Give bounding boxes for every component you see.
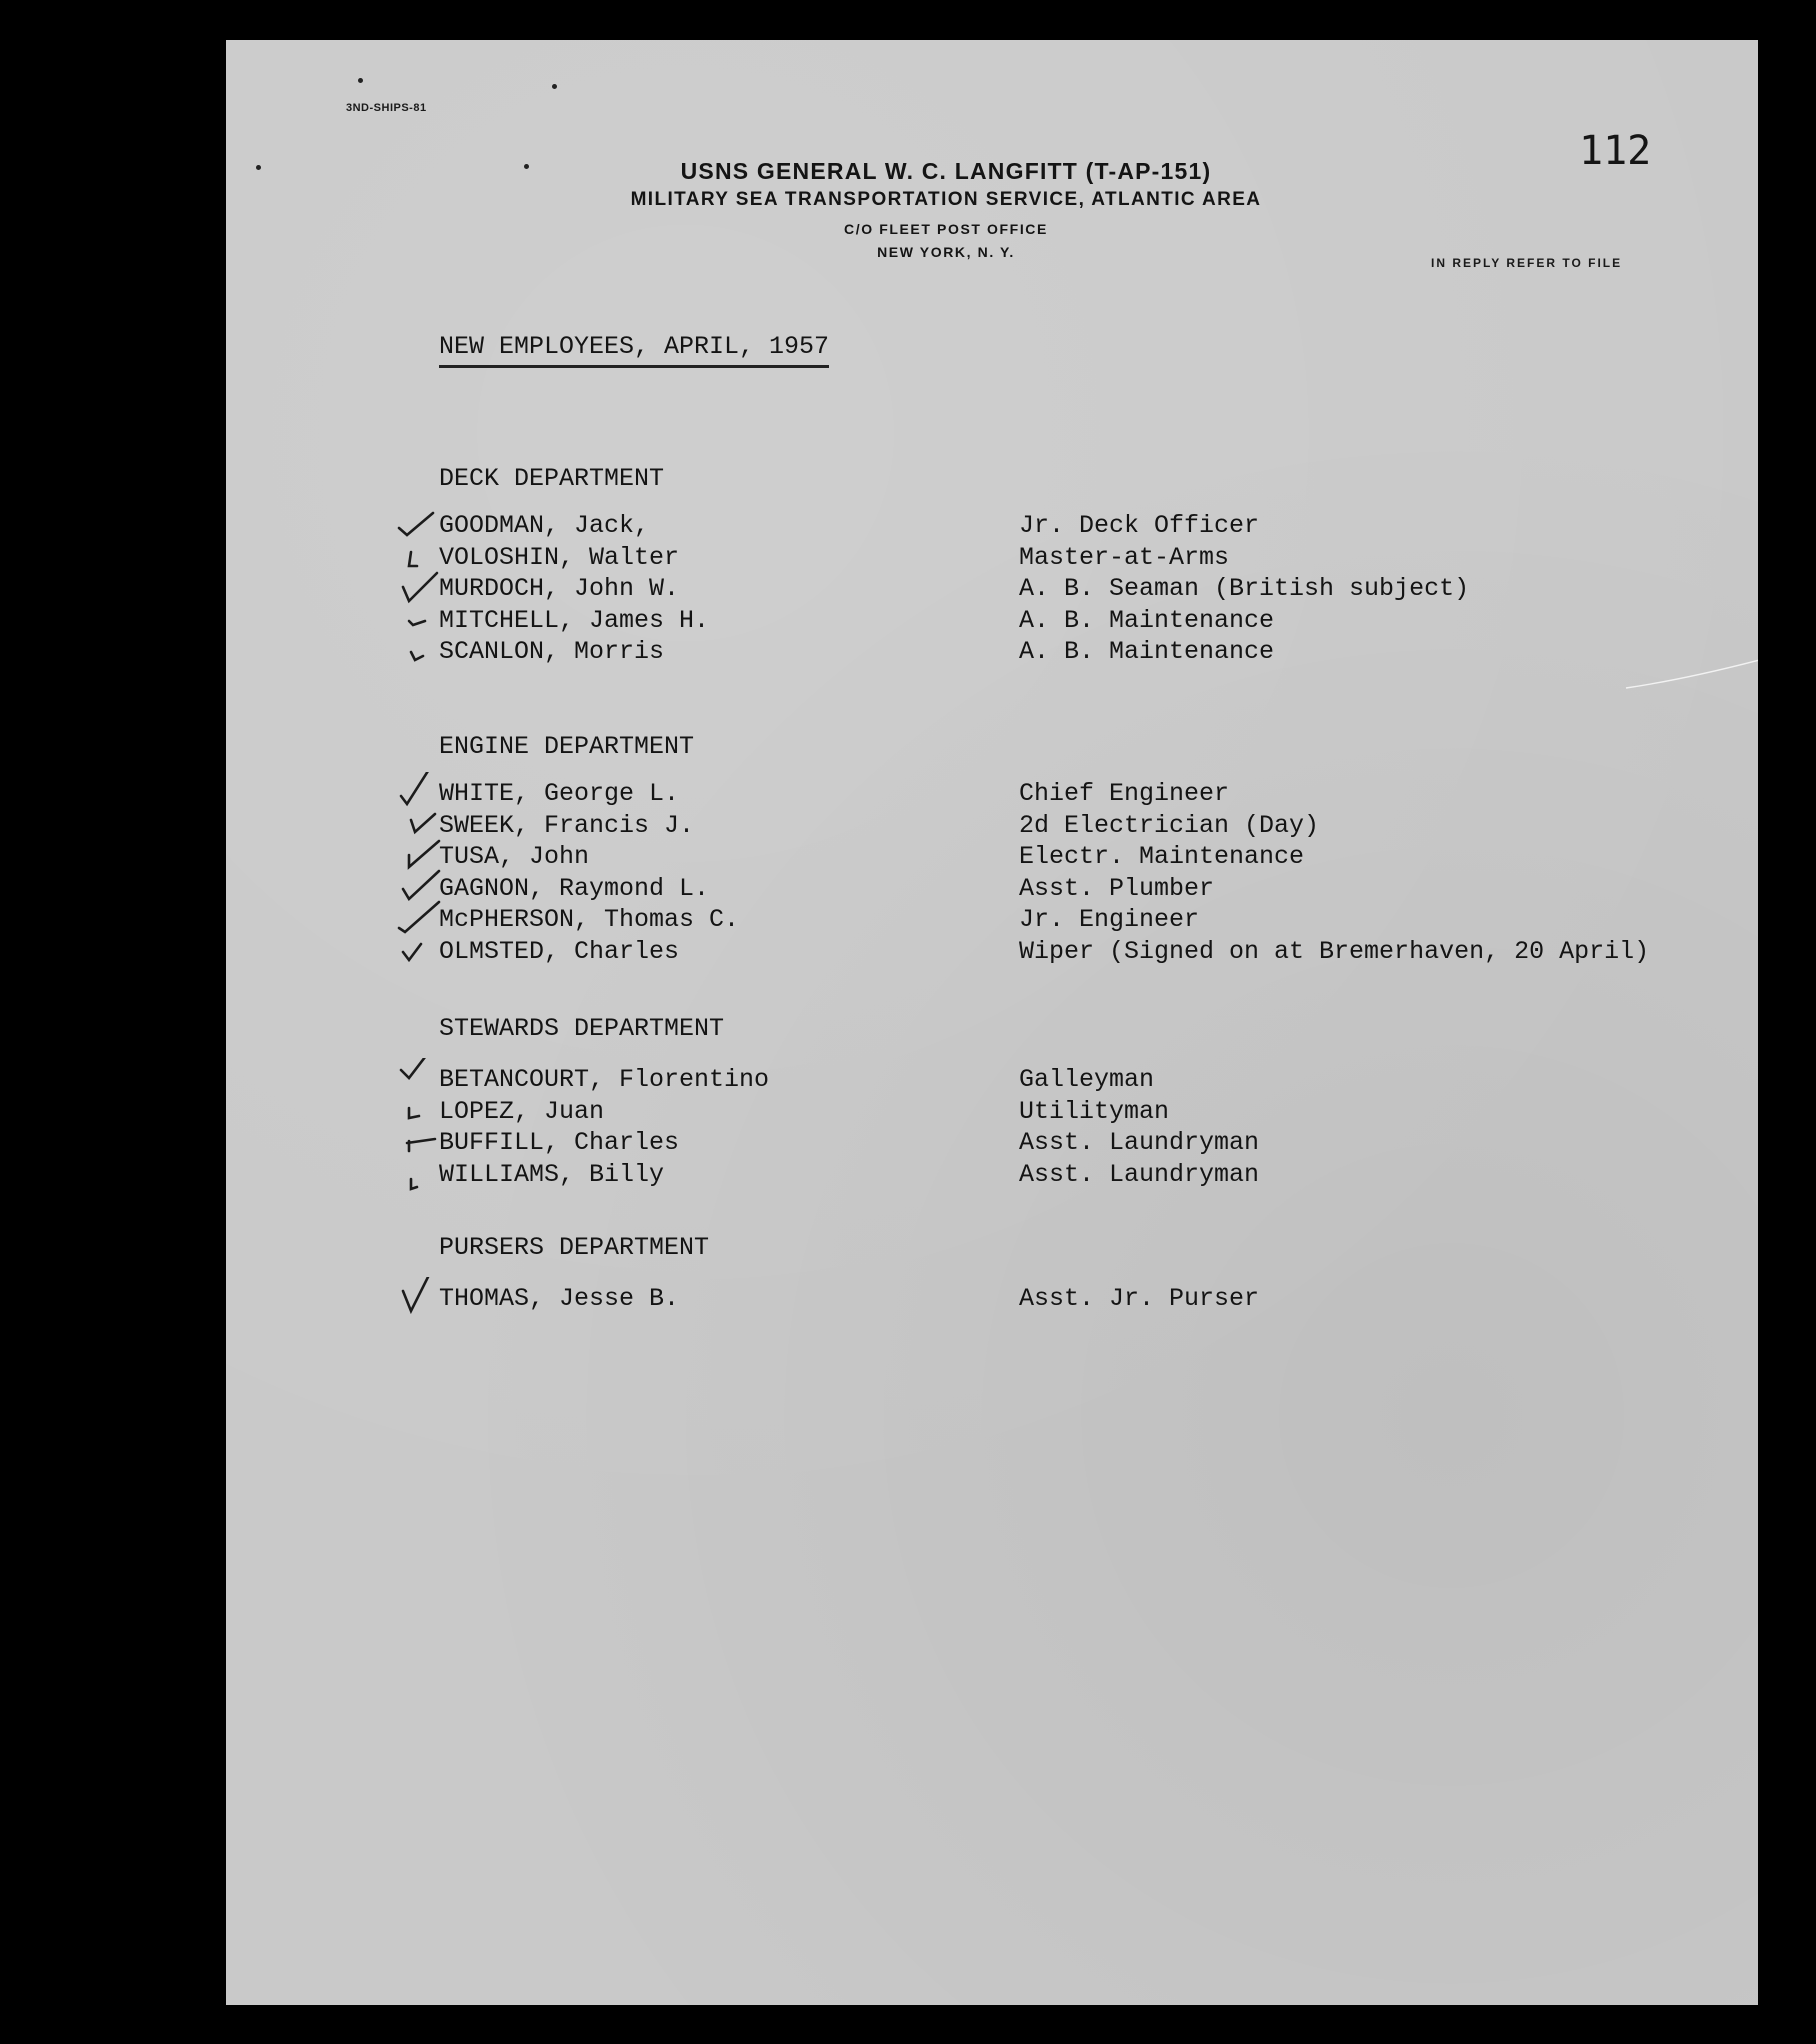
- employee-name: WILLIAMS, Billy: [439, 1159, 665, 1189]
- employee-row: [439, 1283, 1260, 1315]
- employee-position: Asst. Plumber: [1019, 873, 1215, 903]
- page-number: 112: [1579, 128, 1652, 174]
- employee-list: [439, 1064, 1260, 1190]
- employee-row: [439, 1127, 1260, 1159]
- employee-name: SCANLON, Morris: [439, 637, 665, 666]
- employee-name: LOPEZ, Juan: [439, 1096, 605, 1126]
- employee-name: MURDOCH, John W.: [439, 574, 680, 603]
- employee-position: Utilityman: [1019, 1096, 1170, 1126]
- department-heading: DECK DEPARTMENT: [439, 464, 665, 493]
- employee-row: [439, 1064, 1155, 1096]
- employee-position: Galleyman: [1019, 1065, 1155, 1094]
- checkmark-icon: [395, 1277, 443, 1317]
- department-heading: ENGINE DEPARTMENT: [439, 732, 695, 761]
- checkmark-icon: [395, 630, 443, 670]
- employee-name: TUSA, John: [439, 842, 590, 871]
- city: NEW YORK, N. Y.: [877, 244, 1015, 260]
- employee-position: Jr. Engineer: [1019, 905, 1200, 934]
- employee-row: [439, 873, 1215, 905]
- employee-row: [439, 605, 1275, 637]
- employee-name: VOLOSHIN, Walter: [439, 542, 680, 572]
- employee-position: A. B. Maintenance: [1019, 637, 1275, 666]
- employee-row: [439, 1096, 1170, 1128]
- employee-row: [439, 542, 1230, 574]
- employee-position: Asst. Jr. Purser: [1019, 1284, 1260, 1313]
- employee-name: BUFFILL, Charles: [439, 1128, 680, 1157]
- employee-list: [439, 510, 1470, 668]
- department-stewards: [439, 1012, 1260, 1190]
- employee-name: SWEEK, Francis J.: [439, 810, 695, 840]
- department-deck: [439, 462, 1470, 668]
- scratch-mark: [1624, 652, 1758, 692]
- post-office: C/O FLEET POST OFFICE: [844, 221, 1048, 237]
- speck-mark: [256, 165, 261, 170]
- employee-row: [439, 936, 1650, 968]
- service-name: MILITARY SEA TRANSPORTATION SERVICE, ATLANTIC AREA: [630, 189, 1262, 210]
- document-title: NEW EMPLOYEES, APRIL, 1957: [439, 332, 829, 368]
- letterhead: [616, 158, 1276, 260]
- department-pursers: [439, 1231, 1260, 1315]
- speck-mark: [552, 84, 557, 89]
- employee-position: 2d Electrician (Day): [1019, 810, 1320, 840]
- employee-position: A. B. Maintenance: [1019, 605, 1275, 635]
- speck-mark: [358, 78, 363, 83]
- employee-name: WHITE, George L.: [439, 779, 680, 808]
- department-heading: STEWARDS DEPARTMENT: [439, 1014, 725, 1043]
- employee-position: Asst. Laundryman: [1019, 1128, 1260, 1157]
- employee-row: [439, 510, 1260, 542]
- checkmark-icon: [395, 930, 443, 970]
- employee-name: McPHERSON, Thomas C.: [439, 905, 740, 934]
- employee-row: [439, 573, 1470, 605]
- employee-position: Asst. Laundryman: [1019, 1159, 1260, 1189]
- employee-position: Jr. Deck Officer: [1019, 511, 1260, 540]
- document-page: [226, 40, 1758, 2005]
- employee-position: Electr. Maintenance: [1019, 842, 1305, 871]
- employee-name: THOMAS, Jesse B.: [439, 1284, 680, 1313]
- employee-name: BETANCOURT, Florentino: [439, 1065, 770, 1094]
- employee-position: Wiper (Signed on at Bremerhaven, 20 April): [1019, 936, 1650, 966]
- employee-row: [439, 1159, 1260, 1191]
- speck-mark: [524, 164, 529, 169]
- employee-row: [439, 778, 1230, 810]
- employee-row: [439, 636, 1275, 668]
- form-code: 3ND-SHIPS-81: [346, 102, 427, 114]
- employee-name: MITCHELL, James H.: [439, 605, 710, 635]
- employee-position: Master-at-Arms: [1019, 542, 1230, 572]
- employee-name: GOODMAN, Jack,: [439, 511, 650, 540]
- department-engine: [439, 730, 1650, 967]
- checkmark-icon: [395, 1153, 443, 1193]
- ship-name: USNS GENERAL W. C. LANGFITT (T-AP-151): [680, 158, 1212, 184]
- employee-row: [439, 904, 1200, 936]
- employee-name: GAGNON, Raymond L.: [439, 873, 710, 903]
- reply-reference: IN REPLY REFER TO FILE: [1431, 256, 1623, 270]
- employee-row: [439, 841, 1305, 873]
- department-heading: PURSERS DEPARTMENT: [439, 1233, 710, 1262]
- employee-list: [439, 778, 1650, 967]
- employee-row: [439, 810, 1320, 842]
- employee-position: A. B. Seaman (British subject): [1019, 574, 1470, 603]
- employee-list: [439, 1283, 1260, 1315]
- employee-position: Chief Engineer: [1019, 779, 1230, 808]
- employee-name: OLMSTED, Charles: [439, 936, 680, 966]
